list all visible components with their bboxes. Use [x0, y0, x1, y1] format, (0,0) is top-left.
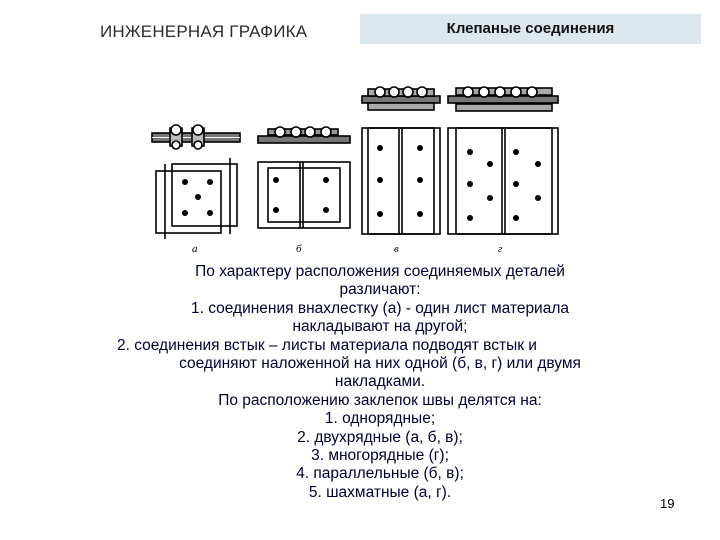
body-line: По расположению заклепок швы делятся на: — [218, 391, 542, 409]
subject-title: ИНЖЕНЕРНАЯ ГРАФИКА — [100, 22, 308, 41]
body-line: 1. соединения внахлестку (а) - один лист материала — [190, 299, 570, 317]
list-item: 3. многорядные (г); — [311, 447, 449, 465]
joint-b-drawing — [258, 127, 350, 228]
list-item: 1. однорядные; — [324, 410, 436, 428]
body-line: накладками. — [334, 373, 426, 391]
joint-v-drawing — [362, 87, 440, 234]
joint-g-drawing — [448, 87, 558, 234]
list-item: 4. параллельные (б, в); — [296, 465, 464, 483]
riveted-joints-figure — [150, 76, 565, 266]
body-line: соединяют наложенной на них одной (б, в, г) или двумя — [179, 355, 581, 373]
slide-title: Клепаные соединения — [446, 20, 615, 37]
list-item: 5. шахматные (а, г). — [308, 483, 452, 501]
figure-label-v: в — [394, 243, 399, 255]
figure-label-g: г — [498, 243, 503, 255]
body-line: различают: — [339, 281, 421, 299]
page-number: 19 — [660, 496, 675, 511]
slide-title-box — [360, 14, 701, 44]
joint-a-drawing — [152, 125, 240, 239]
list-item: 2. двухрядные (а, б, в); — [297, 428, 463, 446]
figure-label-a: а — [192, 243, 198, 255]
figure-label-b: б — [296, 243, 302, 255]
body-line: накладывают на другой; — [292, 318, 468, 336]
body-line: По характеру расположения соединяемых деталей — [195, 263, 565, 280]
body-text — [100, 263, 660, 502]
body-line: 2. соединения встык – листы материала подводят встык и — [117, 336, 537, 354]
